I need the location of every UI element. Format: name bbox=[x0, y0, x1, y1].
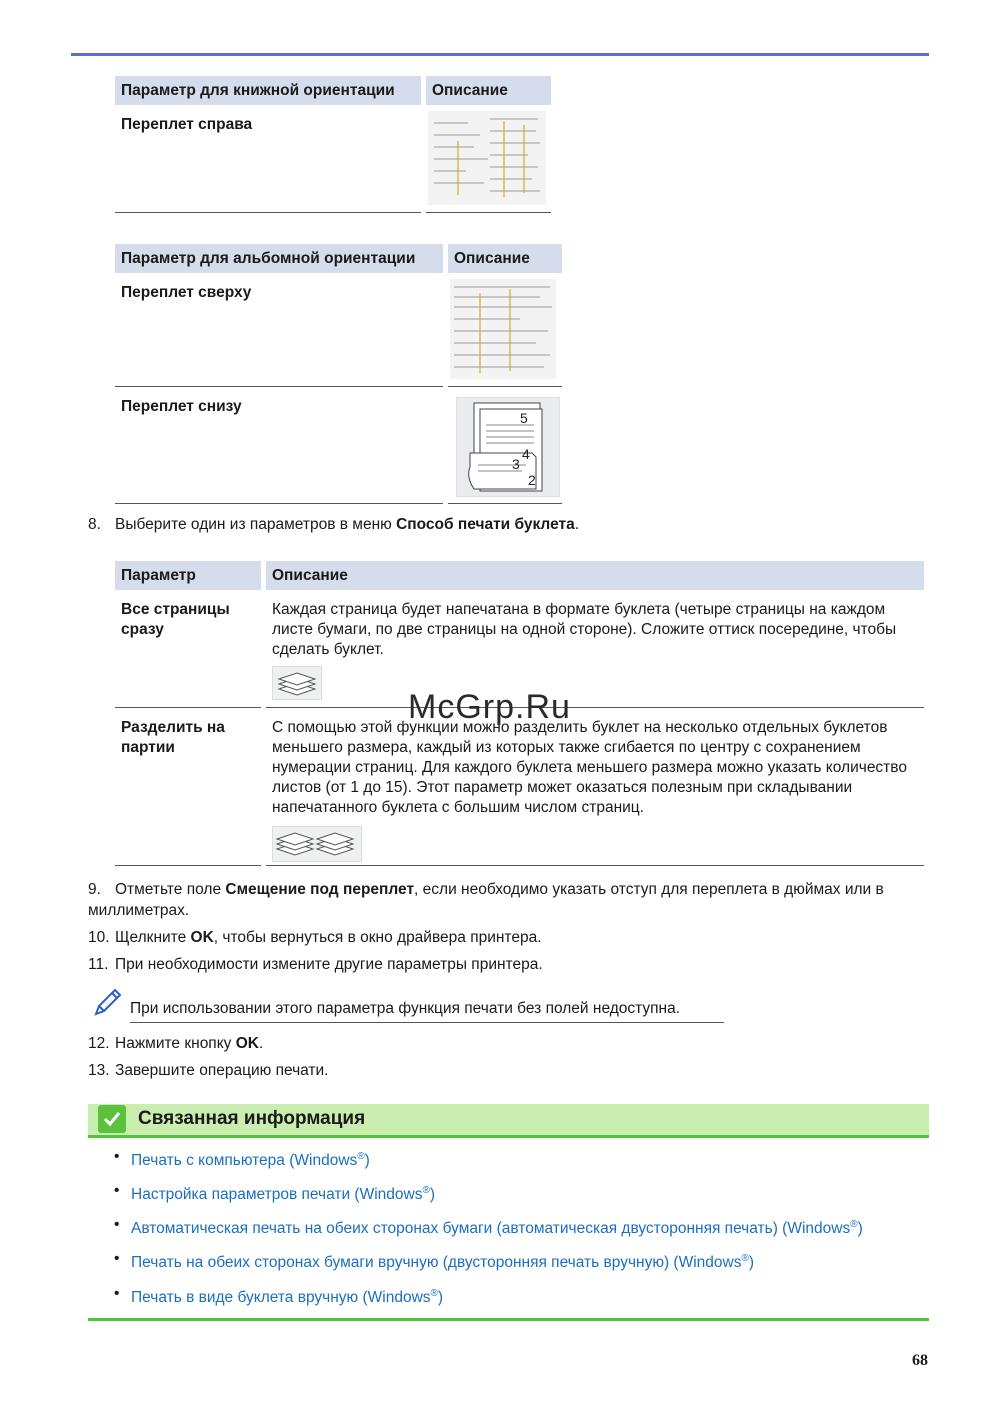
booklet-number-2: 2 bbox=[528, 472, 536, 488]
step-10: 10. Щелкните OK, чтобы вернуться в окно драйвера принтера. bbox=[88, 929, 542, 946]
table3-row-split-desc-cell bbox=[266, 708, 924, 866]
related-links-list bbox=[112, 1146, 872, 1317]
step-12: 12. Нажмите кнопку OK. bbox=[88, 1035, 264, 1052]
portrait-options-table bbox=[115, 76, 551, 213]
step-11: 11. При необходимости измените другие параметры принтера. bbox=[88, 956, 543, 973]
bottom-rule bbox=[88, 1318, 929, 1321]
pencil-note-icon bbox=[90, 986, 124, 1025]
binding-bottom-illustration bbox=[456, 397, 560, 497]
booklet-number-4: 4 bbox=[522, 446, 530, 462]
table1-header-desc: Описание bbox=[426, 76, 551, 105]
table3-row-split-desc: С помощью этой функции можно разделить буклет на несколько отдельных буклетов меньшего размера, каждый из которых также сгибается по центру с сохранением нумерации страниц. Для каждого буклета меньшего размера можно указать количество листов (от 1 до 15). Этот параметр может оказаться полезным при складывании напечатанного буклета с большим числом страниц. bbox=[272, 719, 907, 816]
table2-row-bottom-label: Переплет снизу bbox=[115, 387, 443, 504]
gutter-offset-field-name: Смещение под переплет bbox=[225, 881, 415, 898]
table1-header-param: Параметр для книжной ориентации bbox=[115, 76, 421, 105]
table2-header-desc: Описание bbox=[448, 244, 562, 273]
table3-header-desc: Описание bbox=[266, 561, 924, 590]
table3-row-all-label: Все страницы сразу bbox=[115, 590, 261, 708]
binding-right-illustration bbox=[428, 111, 546, 205]
table2-row-bottom-image-cell bbox=[448, 387, 562, 504]
step-13: 13. Завершите операцию печати. bbox=[88, 1062, 329, 1079]
watermark: McGrp.Ru bbox=[408, 688, 571, 726]
table2-row-top-image-cell bbox=[448, 273, 562, 387]
table3-row-split-label: Разделить на партии bbox=[115, 708, 261, 866]
related-link-print-from-computer[interactable]: • Печать с компьютера (Windows®) bbox=[112, 1146, 872, 1172]
page-number: 68 bbox=[912, 1352, 928, 1369]
top-rule bbox=[71, 53, 929, 56]
table2-header-param: Параметр для альбомной ориентации bbox=[115, 244, 443, 273]
landscape-options-table bbox=[115, 244, 562, 504]
booklet-number-3: 3 bbox=[512, 456, 520, 472]
checkmark-icon bbox=[98, 1105, 126, 1133]
related-link-auto-duplex[interactable]: • Автоматическая печать на обеих сторонах бумаги (автоматическая двусторонняя печать) (Windows®) bbox=[112, 1214, 872, 1240]
related-info-header bbox=[88, 1104, 929, 1138]
table2-row-top-label: Переплет сверху bbox=[115, 273, 443, 387]
binding-top-illustration bbox=[450, 279, 556, 379]
table1-row-label: Переплет справа bbox=[115, 105, 421, 213]
related-link-manual-booklet[interactable]: • Печать в виде буклета вручную (Windows®) bbox=[112, 1283, 872, 1309]
note-text: При использовании этого параметра функция печати без полей недоступна. bbox=[130, 998, 724, 1023]
divide-into-sets-icon bbox=[272, 826, 362, 862]
table3-header-param: Параметр bbox=[115, 561, 261, 590]
step-8: 8. Выберите один из параметров в меню Способ печати буклета. bbox=[88, 516, 580, 533]
booklet-number-5: 5 bbox=[520, 410, 528, 426]
table3-row-all-desc: Каждая страница будет напечатана в формате буклета (четыре страницы на каждом листе бумаги, по две страницы на одной стороне). Сложите оттиск посередине, чтобы сделать буклет. bbox=[272, 601, 897, 658]
table1-row-image-cell bbox=[426, 105, 551, 213]
all-pages-at-once-icon bbox=[272, 666, 322, 700]
related-info-title: Связанная информация bbox=[138, 1108, 366, 1129]
related-link-manual-duplex[interactable]: • Печать на обеих сторонах бумаги вручную (двусторонняя печать вручную) (Windows®) bbox=[112, 1248, 872, 1274]
booklet-method-menu-name: Способ печати буклета bbox=[396, 516, 575, 533]
step-9: 9. Отметьте поле Смещение под переплет, если необходимо указать отступ для переплета в дюймах или в миллиметрах. bbox=[88, 881, 884, 919]
table3-row-all-desc-cell bbox=[266, 590, 924, 708]
related-link-print-settings[interactable]: • Настройка параметров печати (Windows®) bbox=[112, 1180, 872, 1206]
